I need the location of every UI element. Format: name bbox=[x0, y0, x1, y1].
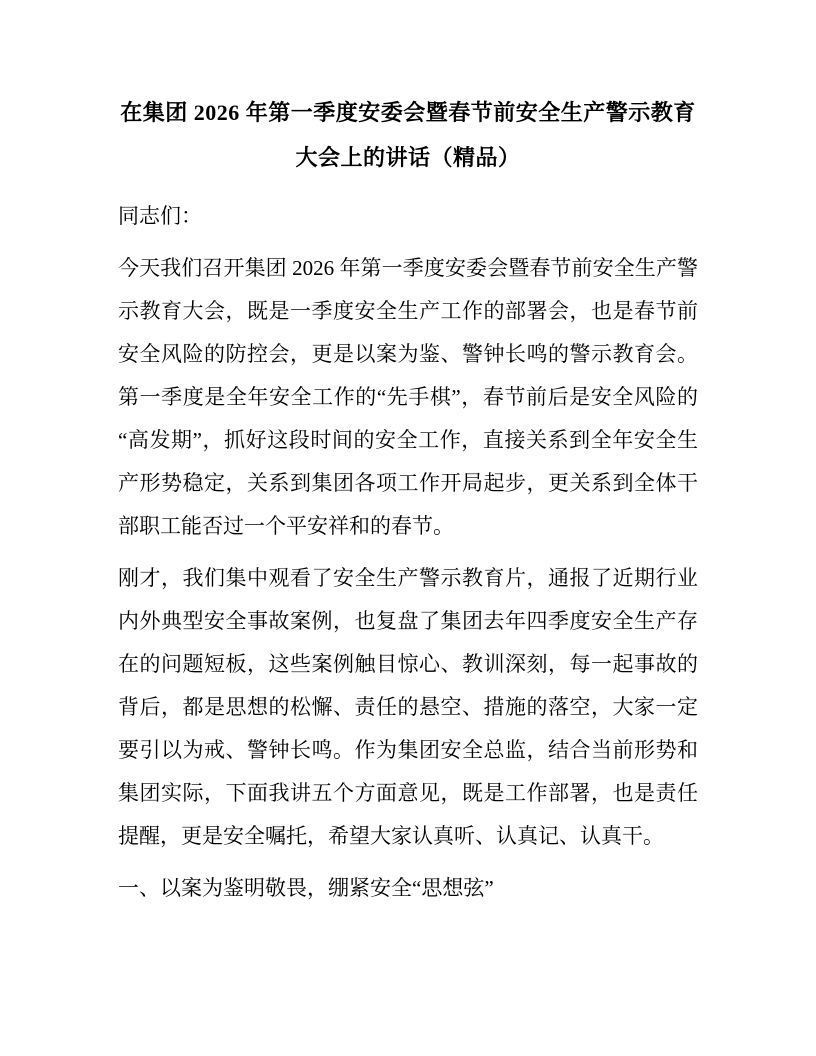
document-title: 在集团 2026 年第一季度安委会暨春节前安全生产警示教育大会上的讲话（精品） bbox=[120, 100, 696, 170]
section-heading: 一、以案为鉴明敬畏，绷紧安全“思想弦” bbox=[118, 876, 494, 900]
paragraph-1: 今天我们召开集团 2026 年第一季度安委会暨春节前安全生产警示教育大会，既是一季度安全生产工作的部署会，也是春节前安全风险的防控会，更是以案为鉴、警钟长鸣的警示教育会。第一季度是全年安全工作的“先手棋”，春节前后是安全风险的“高发期”，抓好这段时间的安全工作，直接关系到全年安全生产形势稳定，关系到集团各项工作开局起步，更关系到全体干部职工能否过一个平安祥和的春节。 bbox=[118, 256, 698, 538]
salutation: 同志们： bbox=[118, 204, 202, 228]
paragraph-2: 刚才，我们集中观看了安全生产警示教育片，通报了近期行业内外典型安全事故案例，也复盘了集团去年四季度安全生产存在的问题短板，这些案例触目惊心、教训深刻，每一起事故的背后，都是思想的松懈、责任的悬空、措施的落空，大家一定要引以为戒、警钟长鸣。作为集团安全总监，结合当前形势和集团实际，下面我讲五个方面意见，既是工作部署，也是责任提醒，更是安全嘱托，希望大家认真听、认真记、认真干。 bbox=[118, 566, 698, 848]
